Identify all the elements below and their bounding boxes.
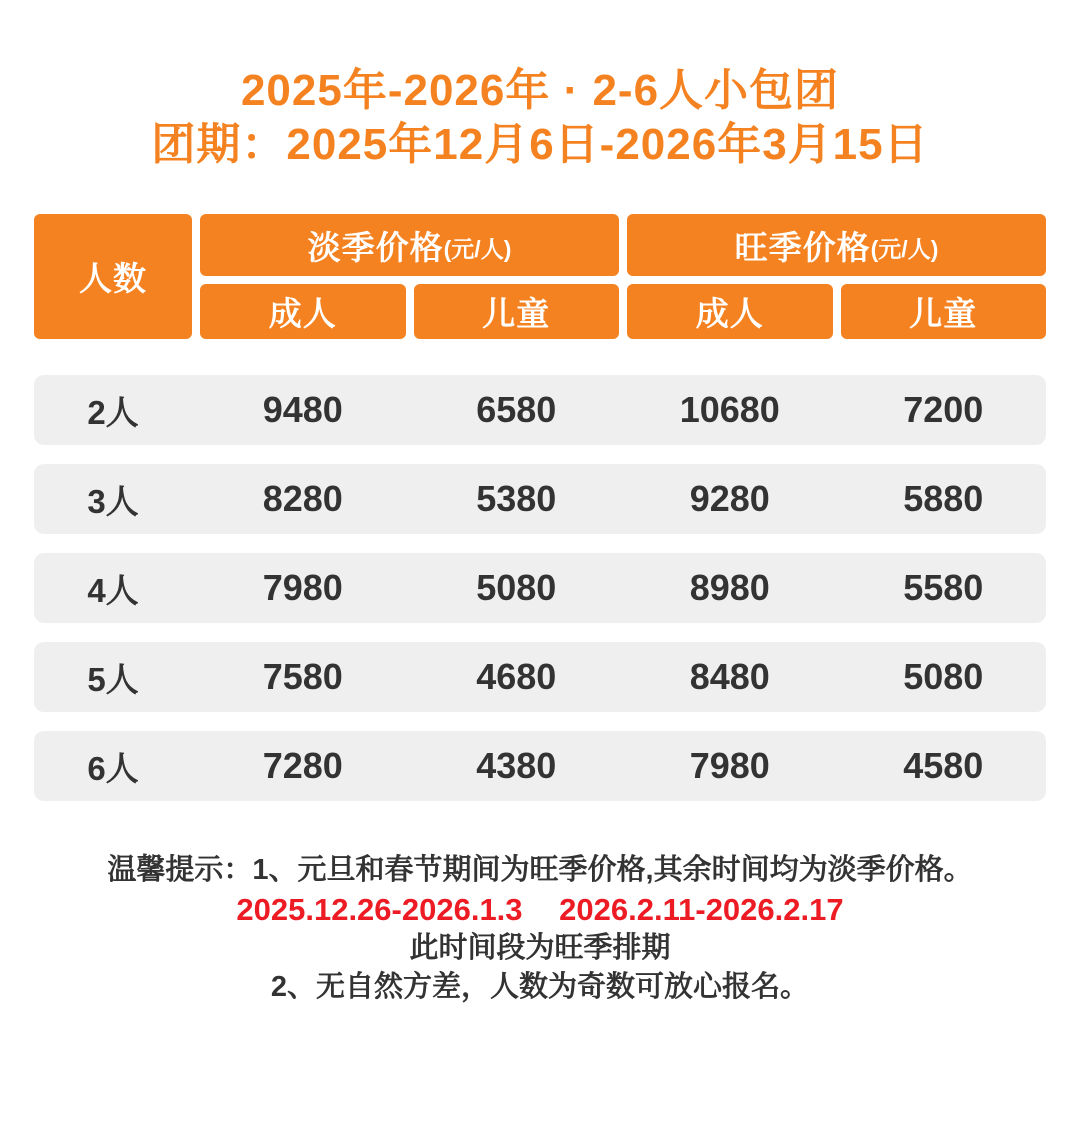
peakseason-adult-price: 10680 <box>679 389 780 430</box>
table-row <box>34 375 1046 445</box>
note-peak-date-ranges <box>0 890 1080 929</box>
peakseason-child-price: 5580 <box>903 567 984 608</box>
table-row <box>34 464 1046 534</box>
title-line-2: 团期：2025年12月6日-2026年3月15日 <box>151 120 929 169</box>
footnotes <box>0 851 1080 1007</box>
row-people-count: 5人 <box>87 660 139 698</box>
offseason-child-price: 4680 <box>476 656 557 697</box>
peak-date-range-1: 2025.12.26-2026.1.3 <box>236 892 523 927</box>
header-offseason-label: 淡季价格 <box>307 228 444 266</box>
note-tips-line: 温馨提示：1、元旦和春节期间为旺季价格,其余时间均为淡季价格。 <box>107 854 973 886</box>
header-peakseason-label: 旺季价格 <box>734 228 871 266</box>
peakseason-adult-price: 8980 <box>689 567 770 608</box>
header-offseason-child: 儿童 <box>414 284 620 339</box>
table-row <box>34 553 1046 623</box>
title-line-1: 2025年-2026年 · 2-6人小包团 <box>240 66 840 115</box>
offseason-child-price: 5080 <box>476 567 557 608</box>
header-peakseason-child: 儿童 <box>841 284 1047 339</box>
row-people-count: 4人 <box>87 571 139 609</box>
header-peakseason-adult: 成人 <box>627 284 833 339</box>
offseason-adult-price: 7280 <box>262 745 343 786</box>
header-offseason-group <box>200 214 619 276</box>
header-offseason-unit: (元/人) <box>443 235 512 262</box>
header-people: 人数 <box>34 214 192 339</box>
offseason-child-price: 5380 <box>476 478 557 519</box>
offseason-adult-price: 9480 <box>262 389 343 430</box>
offseason-adult-price: 7580 <box>262 656 343 697</box>
peakseason-adult-price: 8480 <box>689 656 770 697</box>
note-odd-number-line: 2、无自然方差，人数为奇数可放心报名。 <box>270 971 810 1003</box>
offseason-adult-price: 8280 <box>262 478 343 519</box>
peakseason-adult-price: 7980 <box>689 745 770 786</box>
note-peak-schedule-line: 此时间段为旺季排期 <box>409 932 671 964</box>
table-row <box>34 731 1046 801</box>
page-title <box>0 64 1080 172</box>
peak-date-range-2: 2026.2.11-2026.2.17 <box>559 892 844 927</box>
peakseason-child-price: 5880 <box>903 478 984 519</box>
table-header <box>34 214 1046 339</box>
table-body <box>34 375 1046 801</box>
header-offseason-adult: 成人 <box>200 284 406 339</box>
peakseason-child-price: 7200 <box>903 389 984 430</box>
offseason-child-price: 6580 <box>476 389 557 430</box>
row-people-count: 3人 <box>87 482 139 520</box>
row-people-count: 6人 <box>87 749 139 787</box>
row-people-count: 2人 <box>87 393 139 431</box>
peakseason-child-price: 4580 <box>903 745 984 786</box>
offseason-child-price: 4380 <box>476 745 557 786</box>
header-peakseason-unit: (元/人) <box>870 235 939 262</box>
price-table <box>34 214 1046 801</box>
header-peakseason-group <box>627 214 1046 276</box>
peakseason-child-price: 5080 <box>903 656 984 697</box>
peakseason-adult-price: 9280 <box>689 478 770 519</box>
table-row <box>34 642 1046 712</box>
offseason-adult-price: 7980 <box>262 567 343 608</box>
